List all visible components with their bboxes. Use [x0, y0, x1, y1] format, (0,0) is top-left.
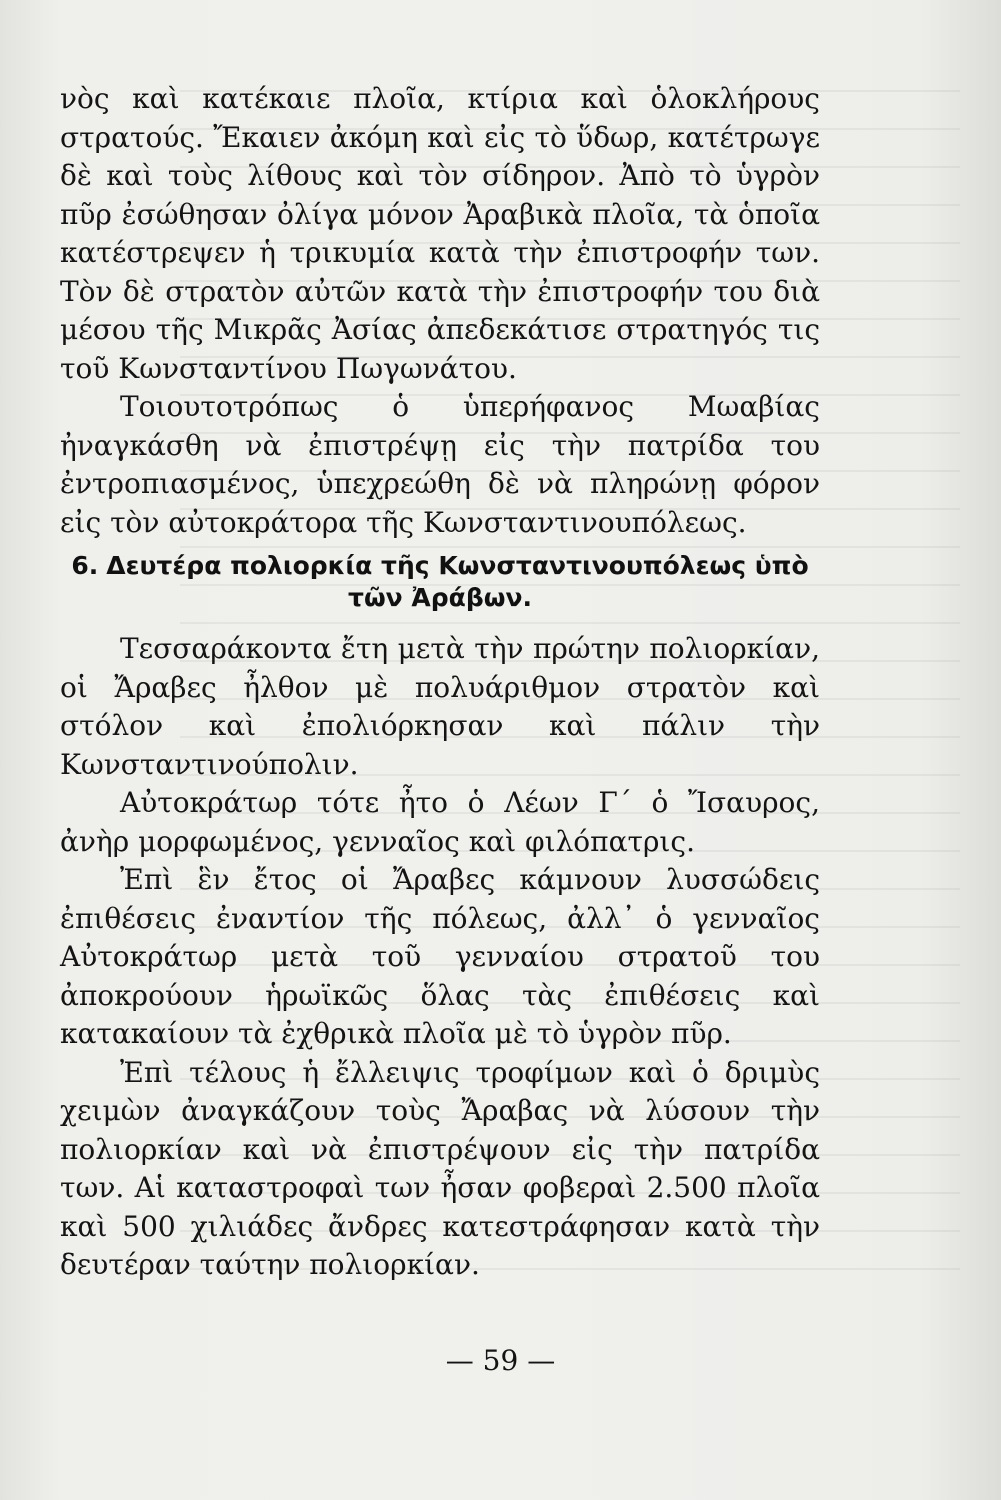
paragraph-attacks: Ἐπὶ ἓν ἔτος οἱ Ἄραβες κάμνουν λυσσώδεις ἐπιθέσεις ἐναντίον τῆς πόλεως, ἀλλ᾽ ὁ γενναῖος Αὐτοκράτωρ μετὰ τοῦ γενναίου στρατοῦ του ἀποκρούουν ἡρωϊκῶς ὅλας τὰς ἐπιθέσεις καὶ κατακαίουν τὰ ἐχθρικὰ πλοῖα μὲ τὸ ὑγρὸν πῦρ.	[60, 863, 820, 1050]
section-number: 6.	[71, 551, 99, 580]
page-number: — 59 —	[445, 1344, 556, 1377]
paragraph-moavias: Τοιουτοτρόπως ὁ ὑπερήφανος Μωαβίας ἠναγκάσθη νὰ ἐπιστρέψῃ εἰς τὴν πατρίδα του ἐντροπιασμένος, ὑπεχρεώθη δὲ νὰ πληρώνῃ φόρον εἰς τὸν αὐτοκράτορα τῆς Κωνσταντινουπόλεως.	[60, 390, 820, 539]
paragraph-emperor: Αὐτοκράτωρ τότε ἦτο ὁ Λέων Γ΄ ὁ Ἴσαυρος, ἀνὴρ μορφωμένος, γενναῖος καὶ φιλόπατρις.	[60, 786, 820, 858]
paragraph-continuation: νὸς καὶ κατέκαιε πλοῖα, κτίρια καὶ ὁλοκλήρους στρατούς. Ἔκαιεν ἀκόμη καὶ εἰς τὸ ὕδωρ, κατέτρωγε δὲ καὶ τοὺς λίθους καὶ τὸν σίδηρον. Ἀπὸ τὸ ὑγρὸν πῦρ ἐσώθησαν ὀλίγα μόνον Ἀραβικὰ πλοῖα, τὰ ὁποῖα κατέστρεψεν ἡ τρικυμία κατὰ τὴν ἐπιστροφήν των. Τὸν δὲ στρατὸν αὐτῶν κατὰ τὴν ἐπιστροφήν του διὰ μέσου τῆς Μικρᾶς Ἀσίας ἀπεδεκάτισε στρατηγός τις τοῦ Κωνσταντίνου Πωγωνάτου.	[60, 82, 820, 385]
paragraph-siege-start: Τεσσαράκοντα ἔτη μετὰ τὴν πρώτην πολιορκίαν, οἱ Ἄραβες ἦλθον μὲ πολυάριθμον στρατὸν καὶ στόλον καὶ ἐπολιόρκησαν καὶ πάλιν τὴν Κωνσταντινούπολιν.	[60, 632, 820, 781]
section-heading	[60, 550, 820, 614]
body-text	[60, 80, 820, 1285]
paragraph-end-of-siege: Ἐπὶ τέλους ἡ ἔλλειψις τροφίμων καὶ ὁ δριμὺς χειμὼν ἀναγκάζουν τοὺς Ἄραβας νὰ λύσουν τὴν πολιορκίαν καὶ νὰ ἐπιστρέψουν εἰς τὴν πατρίδα των. Αἱ καταστροφαὶ των ἦσαν φοβεραὶ 2.500 πλοῖα καὶ 500 χιλιάδες ἄνδρες κατεστράφησαν κατὰ τὴν δευτέραν ταύτην πολιορκίαν.	[60, 1055, 820, 1281]
section-title: Δευτέρα πολιορκία τῆς Κωνσταντινουπόλεως ὑπὸ τῶν Ἀράβων.	[106, 551, 809, 612]
